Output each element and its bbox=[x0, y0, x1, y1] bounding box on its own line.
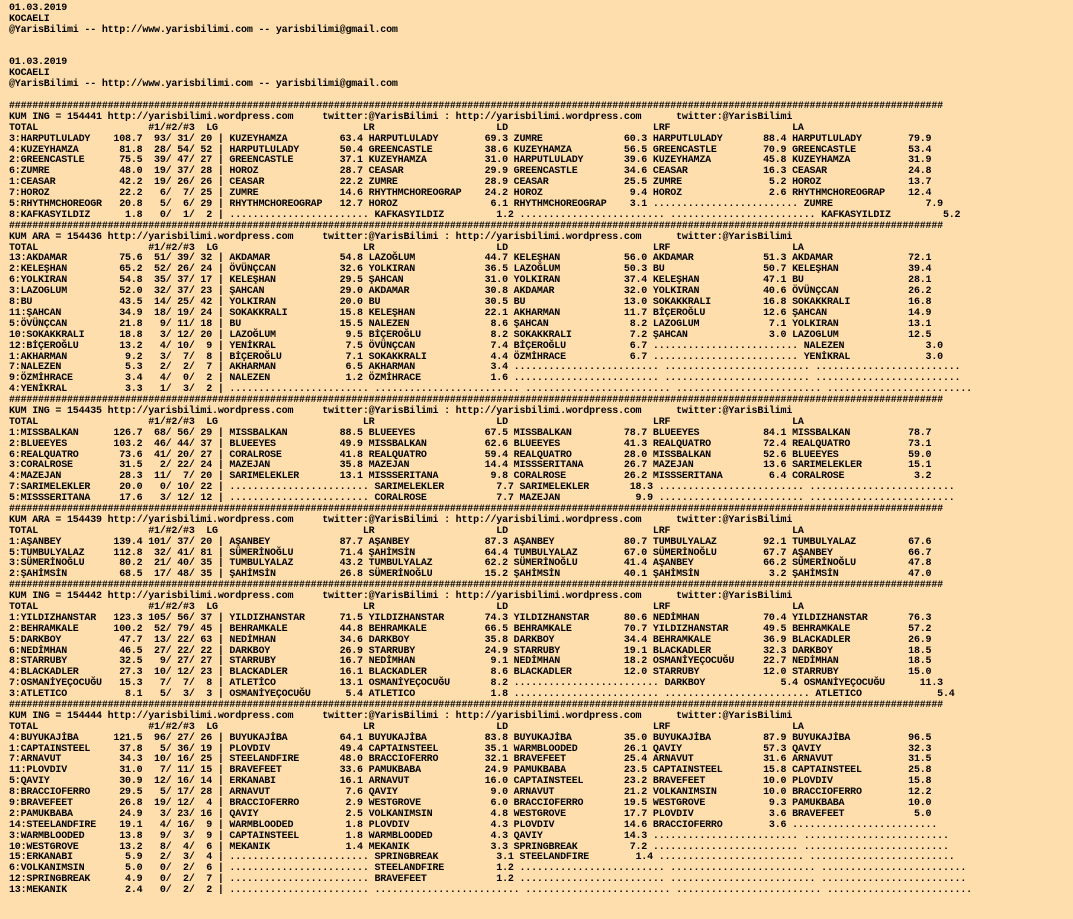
section-separator: ################################################################################################################################################################# bbox=[9, 101, 943, 113]
horse-row: 6:ZUMRE 48.0 19/ 37/ 28 | HOROZ 28.7 CEASAR 29.9 GREENCASTLE 34.6 CEASAR 16.3 CEASAR 24.8 bbox=[9, 166, 932, 178]
report-line: KOCAELI bbox=[9, 68, 50, 80]
horse-row: 2:ŞAHİMSİN 68.5 17/ 48/ 35 | ŞAHİMSİN 26.8 SÜMERİNOĞLU 15.2 ŞAHİMSİN 40.1 ŞAHİMSİN 3.2 ŞAHİMSİN 47.0 bbox=[9, 569, 932, 581]
horse-row: 3:WARMBLOODED 13.8 9/ 3/ 9 | CAPTAINSTEEL 1.8 WARMBLOODED 4.3 QAVIY 14.3 ......................... ......................... bbox=[9, 830, 949, 842]
report-line: 01.03.2019 bbox=[9, 57, 68, 69]
horse-row: 6:REALQUATRO 73.6 41/ 20/ 27 | CORALROSE 41.8 REALQUATRO 59.4 REALQUATRO 28.0 MISSBALKAN 52.6 BLUEEYES 59.0 bbox=[9, 449, 932, 461]
horse-row: 13:AKDAMAR 75.6 51/ 39/ 32 | AKDAMAR 54.8 LAZOĞLUM 44.7 KELEŞHAN 56.0 AKDAMAR 51.3 AKDAMAR 72.1 bbox=[9, 253, 932, 265]
horse-row: 9:BRAVEFEET 26.8 19/ 12/ 4 | BRACCIOFERRO 2.9 WESTGROVE 6.0 BRACCIOFERRO 19.5 WESTGROVE 9.3 PAMUKBABA 10.0 bbox=[9, 798, 932, 810]
horse-row: 2:KELEŞHAN 65.2 52/ 26/ 24 | ÖVÜNÇCAN 32.6 YOLKIRAN 36.5 LAZOĞLUM 50.3 BU 50.7 KELEŞHAN 39.4 bbox=[9, 264, 932, 276]
horse-row: 1:AKHARMAN 9.2 3/ 7/ 8 | BİÇEROĞLU 7.1 SOKAKKRALI 4.4 ÖZMİHRACE 6.7 ......................... YENİKRAL 3.0 bbox=[9, 351, 943, 363]
horse-row: 10:SOKAKKRALI 18.8 3/ 12/ 20 | LAZOĞLUM 9.5 BİÇEROĞLU 8.2 SOKAKKRALI 7.2 ŞAHCAN 3.0 LAZOGLUM 12.5 bbox=[9, 329, 932, 341]
horse-row: 7:ARNAVUT 34.3 10/ 16/ 25 | STEELANDFIRE 48.0 BRACCIOFERRO 32.1 BRAVEFEET 25.4 ARNAVUT 31.6 ARNAVUT 31.5 bbox=[9, 754, 932, 766]
race-header: KUM ARA = 154436 http://yarisbilimi.wordpress.com twitter:@YarisBilimi : http://yarisbilimi.wordpress.com twitter:@YarisBilimi bbox=[9, 231, 793, 243]
blank-line bbox=[9, 48, 1073, 59]
horse-row: 11:ŞAHCAN 34.9 18/ 19/ 24 | SOKAKKRALI 15.8 KELEŞHAN 22.1 AKHARMAN 11.7 BİÇEROĞLU 12.6 ŞAHCAN 14.9 bbox=[9, 307, 932, 319]
horse-row: 6:NEDİMHAN 46.5 27/ 22/ 22 | DARKBOY 26.9 STARRUBY 24.9 STARRUBY 19.1 BLACKADLER 32.3 DARKBOY 18.5 bbox=[9, 645, 932, 657]
horse-row: 1:YILDIZHANSTAR 123.3 105/ 56/ 37 | YILDIZHANSTAR 71.5 YILDIZHANSTAR 74.3 YILDIZHANSTAR 80.6 NEDİMHAN 70.4 YILDIZHANSTAR 76.3 bbox=[9, 612, 932, 624]
horse-row: 8:BU 43.5 14/ 25/ 42 | YOLKIRAN 20.0 BU 30.5 BU 13.0 SOKAKKRALI 16.8 SOKAKKRALI 16.8 bbox=[9, 297, 932, 309]
horse-row: 2:GREENCASTLE 75.5 39/ 47/ 27 | GREENCASTLE 37.1 KUZEYHAMZA 31.0 HARPUTLULADY 39.6 KUZEYHAMZA 45.8 KUZEYHAMZA 31.9 bbox=[9, 155, 932, 167]
horse-row: 3:HARPUTLULADY 108.7 93/ 31/ 20 | KUZEYHAMZA 63.4 HARPUTLULADY 69.3 ZUMRE 60.3 HARPUTLULADY 88.4 HARPUTLULADY 79.9 bbox=[9, 133, 932, 145]
report-line: 01.03.2019 bbox=[9, 3, 68, 14]
horse-row: 4:YENİKRAL 3.3 1/ 3/ 2 | ........................ ......................... ......................... ......................... ......................... bbox=[9, 384, 972, 396]
race-header: KUM ING = 154444 http://yarisbilimi.wordpress.com twitter:@YarisBilimi : http://yarisbilimi.wordpress.com twitter:@YarisBilimi bbox=[9, 710, 793, 722]
horse-row: 5:DARKBOY 47.7 13/ 22/ 63 | NEDİMHAN 34.6 DARKBOY 35.8 DARKBOY 34.4 BEHRAMKALE 36.9 BLACKADLER 26.9 bbox=[9, 634, 932, 646]
horse-row: 1:MISSBALKAN 126.7 68/ 56/ 29 | MISSBALKAN 88.5 BLUEEYES 67.5 MISSBALKAN 78.7 BLUEEYES 84.1 MISSBALKAN 78.7 bbox=[9, 427, 932, 439]
horse-row: 3:LAZOGLUM 52.0 32/ 37/ 23 | ŞAHCAN 29.0 AKDAMAR 30.8 AKDAMAR 32.0 YOLKIRAN 40.6 ÖVÜNÇCAN 26.2 bbox=[9, 286, 932, 298]
horse-row: 5:MISSSERITANA 17.6 3/ 12/ 12 | ........................ CORALROSE 7.7 MAZEJAN 9.9 ......................... ......................... bbox=[9, 493, 955, 505]
horse-row: 12:BİÇEROĞLU 13.2 4/ 10/ 9 | YENİKRAL 7.5 ÖVÜNÇCAN 7.4 BİÇEROĞLU 6.7 ......................... NALEZEN 3.0 bbox=[9, 340, 943, 352]
horse-row: 11:PLOVDIV 31.0 7/ 11/ 15 | BRAVEFEET 33.6 PAMUKBABA 24.9 PAMUKBABA 23.5 CAPTAINSTEEL 15.8 CAPTAINSTEEL 25.8 bbox=[9, 765, 932, 777]
horse-row: 2:BLUEEYES 103.2 46/ 44/ 37 | BLUEEYES 49.9 MISSBALKAN 62.6 BLUEEYES 41.3 REALQUATRO 72.4 REALQUATRO 73.1 bbox=[9, 438, 932, 450]
horse-row: 5:QAVIY 30.9 12/ 16/ 14 | ERKANABI 16.1 ARNAVUT 16.0 CAPTAINSTEEL 23.2 BRAVEFEET 10.0 PLOVDIV 15.8 bbox=[9, 776, 932, 788]
column-header: TOTAL #1/#2/#3 LG LR LD LRF LA bbox=[9, 416, 804, 428]
horse-row: 3:ATLETICO 8.1 5/ 3/ 3 | OSMANİYEÇOCUĞU 5.4 ATLETICO 1.8 ......................... ......................... ATLETICO 5.4 bbox=[9, 689, 955, 701]
section-separator: ################################################################################################################################################################# bbox=[9, 700, 943, 711]
horse-row: 15:ERKANABI 5.9 2/ 3/ 4 | ........................ SPRINGBREAK 3.1 STEELANDFIRE 1.4 ......................... ......................... bbox=[9, 852, 955, 864]
section-separator: ################################################################################################################################################################# bbox=[9, 580, 943, 592]
horse-row: 12:SPRINGBREAK 4.9 0/ 2/ 7 | ........................ BRAVEFEET 1.2 ......................... ......................... ......................... bbox=[9, 874, 967, 886]
horse-row: 4:BUYUKAJİBA 121.5 96/ 27/ 26 | BUYUKAJİBA 64.1 BUYUKAJİBA 83.8 BUYUKAJİBA 35.0 BUYUKAJİBA 87.9 BUYUKAJİBA 96.5 bbox=[9, 732, 932, 744]
horse-row: 3:CORALROSE 31.5 2/ 22/ 24 | MAZEJAN 35.8 MAZEJAN 14.4 MISSSERITANA 26.7 MAZEJAN 13.6 SARIMELEKLER 15.1 bbox=[9, 460, 932, 472]
horse-row: 10:WESTGROVE 13.2 8/ 4/ 6 | MEKANIK 1.4 MEKANIK 3.3 SPRINGBREAK 7.2 ......................... ......................... bbox=[9, 841, 949, 853]
horse-row: 1:CEASAR 42.2 19/ 26/ 26 | CEASAR 22.2 ZUMRE 28.9 CEASAR 25.5 ZUMRE 5.2 HOROZ 13.7 bbox=[9, 177, 932, 189]
horse-row: 3:SÜMERİNOĞLU 80.2 21/ 40/ 35 | TUMBULYALAZ 43.2 TUMBULYALAZ 62.2 SÜMERİNOĞLU 41.4 AŞANBEY 66.2 SÜMERİNOĞLU 47.8 bbox=[9, 558, 932, 570]
horse-row: 7:HOROZ 22.2 6/ 7/ 25 | ZUMRE 14.6 RHYTHMCHOREOGRAP 24.2 HOROZ 9.4 HOROZ 2.6 RHYTHMCHOREOGRAP 12.4 bbox=[9, 188, 932, 200]
column-header: TOTAL #1/#2/#3 LG LR LD LRF LA bbox=[9, 525, 804, 537]
report-line: @YarisBilimi -- http://www.yarisbilimi.com -- yarisbilimi@gmail.com bbox=[9, 79, 398, 91]
horse-row: 7:OSMANİYEÇOCUĞU 15.3 7/ 7/ 8 | ATLETİCO 13.1 OSMANİYEÇOCUĞU 8.2 ......................... DARKBOY 5.4 OSMANİYEÇOCUĞU 11.3 bbox=[9, 678, 943, 690]
horse-row: 2:BEHRAMKALE 100.2 52/ 79/ 45 | BEHRAMKALE 44.8 BEHRAMKALE 66.5 BEHRAMKALE 70.7 YILDIZHANSTAR 49.5 BEHRAMKALE 57.2 bbox=[9, 623, 932, 635]
report-line: KOCAELI bbox=[9, 13, 50, 25]
column-header: TOTAL #1/#2/#3 LG LR LD LRF LA bbox=[9, 601, 804, 613]
horse-row: 4:KUZEYHAMZA 81.8 28/ 54/ 52 | HARPUTLULADY 50.4 GREENCASTLE 38.6 KUZEYHAMZA 56.5 GREENCASTLE 70.9 GREENCASTLE 53.4 bbox=[9, 144, 932, 156]
column-header: TOTAL #1/#2/#3 LG LR LD LRF LA bbox=[9, 242, 804, 254]
horse-row: 6:YOLKIRAN 54.8 35/ 37/ 17 | KELEŞHAN 29.5 ŞAHCAN 31.0 YOLKIRAN 37.4 KELEŞHAN 47.1 BU 28.1 bbox=[9, 275, 932, 287]
report-line: @YarisBilimi -- http://www.yarisbilimi.com -- yarisbilimi@gmail.com bbox=[9, 24, 398, 36]
horse-row: 8:BRACCIOFERRO 29.5 5/ 17/ 28 | ARNAVUT 7.6 QAVIY 9.0 ARNAVUT 21.2 VOLKANIMSIN 10.0 BRACCIOFERRO 12.2 bbox=[9, 787, 932, 799]
race-header: KUM ING = 154435 http://yarisbilimi.wordpress.com twitter:@YarisBilimi : http://yarisbilimi.wordpress.com twitter:@YarisBilimi bbox=[9, 405, 793, 417]
section-separator: ################################################################################################################################################################# bbox=[9, 395, 943, 407]
horse-row: 14:STEELANDFIRE 19.1 4/ 16/ 9 | WARMBLOODED 1.8 PLOVDIV 4.3 PLOVDIV 14.6 BRACCIOFERRO 3.6 ......................... bbox=[9, 819, 938, 831]
race-header: KUM ING = 154442 http://yarisbilimi.wordpress.com twitter:@YarisBilimi : http://yarisbilimi.wordpress.com twitter:@YarisBilimi bbox=[9, 591, 793, 603]
horse-row: 8:KAFKASYILDIZ 1.8 0/ 1/ 2 | ........................ KAFKASYILDIZ 1.2 ......................... ......................... KAFKASYILDIZ 5.2 bbox=[9, 209, 961, 221]
section-separator: ################################################################################################################################################################# bbox=[9, 503, 943, 515]
blank-line bbox=[9, 37, 1073, 48]
race-header: KUM ING = 154441 http://yarisbilimi.wordpress.com twitter:@YarisBilimi : http://yarisbilimi.wordpress.com twitter:@YarisBilimi bbox=[9, 111, 793, 123]
section-separator: ################################################################################################################################################################# bbox=[9, 220, 943, 232]
column-header: TOTAL #1/#2/#3 LG LR LD LRF LA bbox=[9, 721, 804, 733]
horse-row: 5:RHYTHMCHOREOGR 20.8 5/ 6/ 29 | RHYTHMCHOREOGRAP 12.7 HOROZ 6.1 RHYTHMCHOREOGRAP 3.1 ......................... ZUMRE 7.9 bbox=[9, 199, 943, 211]
horse-row: 1:AŞANBEY 139.4 101/ 37/ 20 | AŞANBEY 87.7 AŞANBEY 87.3 AŞANBEY 80.7 TUMBULYALAZ 92.1 TUMBULYALAZ 67.6 bbox=[9, 536, 932, 548]
horse-row: 4:MAZEJAN 28.3 11/ 7/ 20 | SARIMELEKLER 13.1 MISSSERITANA 9.8 CORALROSE 26.2 MISSSERITANA 6.4 CORALROSE 3.2 bbox=[9, 471, 932, 483]
horse-row: 7:SARIMELEKLER 20.0 0/ 10/ 22 | ........................ SARIMELEKLER 7.7 SARIMELEKLER 18.3 ......................... ......................... bbox=[9, 482, 955, 494]
horse-row: 2:PAMUKBABA 24.9 3/ 23/ 16 | QAVIY 2.5 VOLKANIMSIN 4.8 WESTGROVE 17.7 PLOVDIV 3.6 BRAVEFEET 5.0 bbox=[9, 808, 932, 820]
horse-row: 1:CAPTAINSTEEL 37.8 5/ 36/ 19 | PLOVDIV 49.4 CAPTAINSTEEL 35.1 WARMBLOODED 26.1 QAVIY 57.3 QAVIY 32.3 bbox=[9, 743, 932, 755]
race-header: KUM ARA = 154439 http://yarisbilimi.wordpress.com twitter:@YarisBilimi : http://yarisbilimi.wordpress.com twitter:@YarisBilimi bbox=[9, 514, 793, 526]
horse-row: 8:STARRUBY 32.5 9/ 27/ 27 | STARRUBY 16.7 NEDİMHAN 9.1 NEDİMHAN 18.2 OSMANİYEÇOCUĞU 22.7 NEDİMHAN 18.5 bbox=[9, 656, 932, 668]
horse-row: 13:MEKANIK 2.4 0/ 2/ 2 | ........................ ......................... ......................... ......................... ......................... bbox=[9, 885, 972, 897]
horse-row: 5:ÖVÜNÇCAN 21.8 9/ 11/ 18 | BU 15.5 NALEZEN 8.6 ŞAHCAN 8.2 LAZOGLUM 7.1 YOLKIRAN 13.1 bbox=[9, 318, 932, 330]
horse-row: 7:NALEZEN 5.3 2/ 2/ 7 | AKHARMAN 6.5 AKHARMAN 3.4 ......................... ......................... ......................... bbox=[9, 362, 961, 374]
horse-row: 6:VOLKANIMSIN 5.0 0/ 2/ 6 | ........................ STEELANDFIRE 1.2 ......................... ......................... ......................... bbox=[9, 863, 967, 875]
horse-row: 9:ÖZMİHRACE 3.4 4/ 0/ 2 | NALEZEN 1.2 ÖZMİHRACE 1.6 ......................... ......................... ......................... bbox=[9, 373, 961, 385]
horse-row: 5:TUMBULYALAZ 112.8 32/ 41/ 81 | SÜMERİNOĞLU 71.4 ŞAHİMSİN 64.4 TUMBULYALAZ 67.0 SÜMERİNOĞLU 67.7 AŞANBEY 66.7 bbox=[9, 547, 932, 559]
column-header: TOTAL #1/#2/#3 LG LR LD LRF LA bbox=[9, 122, 804, 134]
horse-row: 4:BLACKADLER 27.3 10/ 12/ 23 | BLACKADLER 16.1 BLACKADLER 8.6 BLACKADLER 12.0 STARRUBY 12.0 STARRUBY 15.0 bbox=[9, 667, 932, 679]
